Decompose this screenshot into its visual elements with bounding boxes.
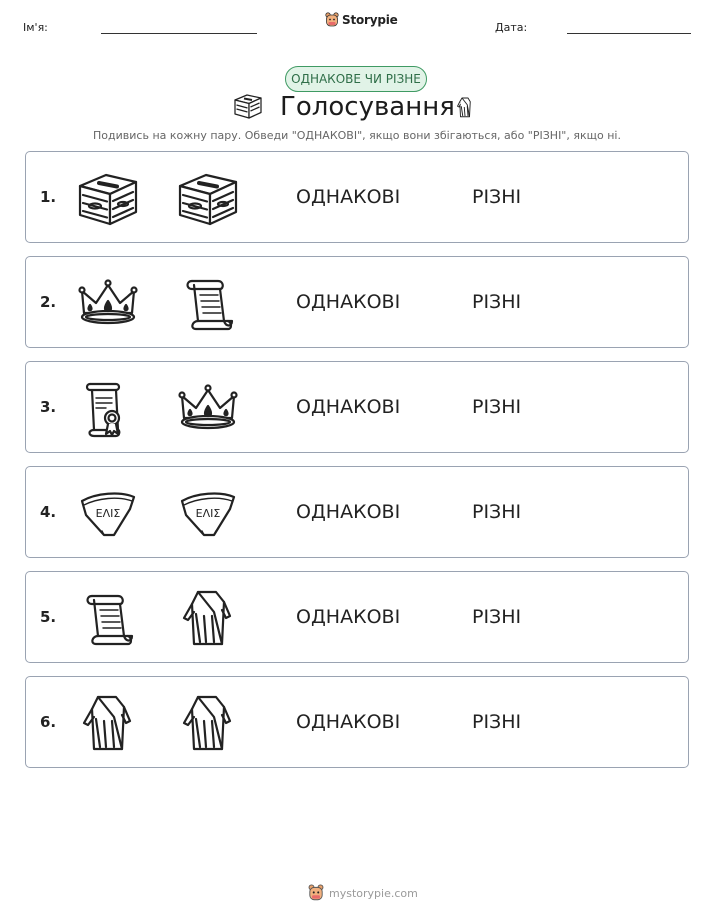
same-option[interactable]: ОДНАКОВІ [296, 606, 401, 628]
category-badge: ОДНАКОВЕ ЧИ РІЗНЕ [285, 66, 427, 92]
question-number: 1. [40, 188, 57, 206]
different-option[interactable]: РІЗНІ [472, 396, 522, 418]
question-row-3 [25, 361, 689, 453]
question-row-2 [25, 256, 689, 348]
same-option[interactable]: ОДНАКОВІ [296, 396, 401, 418]
question-number: 2. [40, 293, 57, 311]
question-number: 3. [40, 398, 57, 416]
scroll-icon [176, 271, 240, 335]
different-option[interactable]: РІЗНІ [472, 501, 522, 523]
date-line[interactable] [567, 33, 691, 34]
toga-icon [453, 91, 477, 123]
name-label: Ім'я: [23, 21, 48, 34]
crown-icon [176, 376, 240, 440]
svg-text:ΕΛΙΣ: ΕΛΙΣ [95, 507, 121, 520]
same-option[interactable]: ОДНАКОВІ [296, 501, 401, 523]
scroll-icon [76, 586, 140, 650]
question-row-5 [25, 571, 689, 663]
toga-icon [76, 691, 140, 755]
page-title: Голосування [280, 92, 455, 122]
brand-name: Storypie [342, 13, 398, 27]
svg-text:ΕΛΙΣ: ΕΛΙΣ [195, 507, 221, 520]
different-option[interactable]: РІЗНІ [472, 711, 522, 733]
crown-icon [76, 271, 140, 335]
instructions: Подивись на кожну пару. Обведи "ОДНАКОВІ", якщо вони збігаються, або "РІЗНІ", якщо ні. [93, 129, 621, 142]
footer-url[interactable]: mystorypie.com [329, 886, 418, 900]
different-option[interactable]: РІЗНІ [472, 291, 522, 313]
question-number: 4. [40, 503, 57, 521]
toga-icon [176, 691, 240, 755]
question-number: 5. [40, 608, 57, 626]
question-number: 6. [40, 713, 57, 731]
storypie-mascot-icon [308, 884, 324, 902]
ballot-box-icon [76, 166, 140, 230]
same-option[interactable]: ОДНАКОВІ [296, 186, 401, 208]
different-option[interactable]: РІЗНІ [472, 606, 522, 628]
same-option[interactable]: ОДНАКОВІ [296, 711, 401, 733]
footer [308, 884, 418, 902]
question-row-6 [25, 676, 689, 768]
different-option[interactable]: РІЗНІ [472, 186, 522, 208]
ostracon-icon [176, 481, 240, 545]
ballot-box-icon [176, 166, 240, 230]
certificate-icon [76, 376, 140, 440]
question-row-1 [25, 151, 689, 243]
date-label: Дата: [495, 21, 528, 34]
brand-logo [325, 12, 398, 28]
ostracon-icon [76, 481, 140, 545]
storypie-mascot-icon [325, 12, 339, 28]
same-option[interactable]: ОДНАКОВІ [296, 291, 401, 313]
ballot-box-icon [230, 90, 266, 122]
name-line[interactable] [101, 33, 257, 34]
question-row-4 [25, 466, 689, 558]
toga-icon [176, 586, 240, 650]
